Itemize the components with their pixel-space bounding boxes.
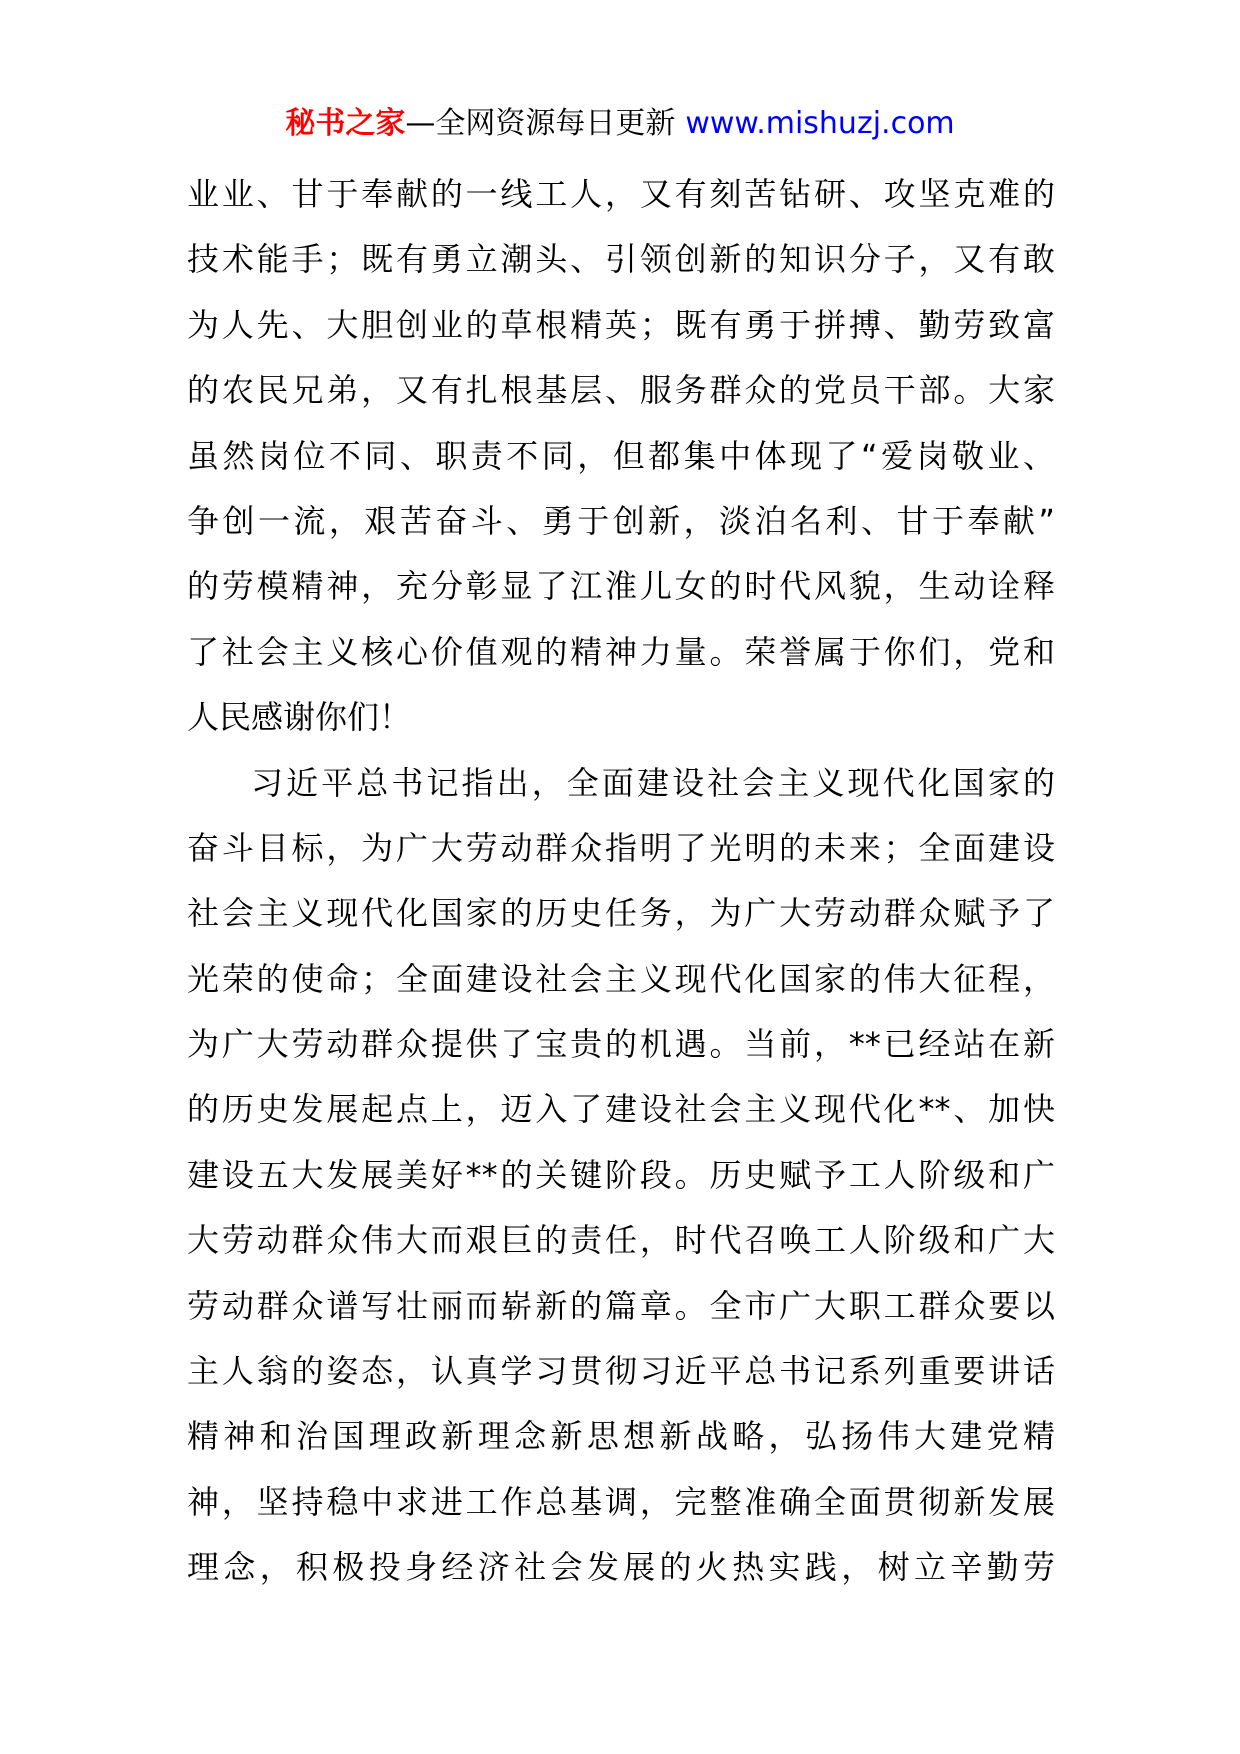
text-line: 的历史发展起点上，迈入了建设社会主义现代化**、加快 <box>187 1090 1055 1129</box>
paragraph-2 <box>187 751 1055 1601</box>
text-line: 业业、甘于奉献的一线工人，又有刻苦钻研、攻坚克难的 <box>187 175 1055 213</box>
text-line: 为人先、大胆创业的草根精英；既有勇于拼搏、勤劳致富 <box>187 305 1055 344</box>
text-line: 理念，积极投身经济社会发展的火热实践，树立辛勤劳 <box>187 1548 1055 1587</box>
text-line: 技术能手；既有勇立潮头、引领创新的知识分子，又有敢 <box>187 240 1055 279</box>
text-line: 神，坚持稳中求进工作总基调，完整准确全面贯彻新发展 <box>187 1482 1055 1521</box>
text-line: 精神和治国理政新理念新思想新战略，弘扬伟大建党精 <box>187 1417 1055 1456</box>
page-header <box>0 104 1240 144</box>
text-line: 建设五大发展美好**的关键阶段。历史赋予工人阶级和广 <box>187 1155 1055 1194</box>
header-brand: 秘书之家 <box>285 106 406 141</box>
text-line: 争创一流，艰苦奋斗、勇于创新，淡泊名利、甘于奉献” <box>187 501 1055 540</box>
text-line: 主人翁的姿态，认真学习贯彻习近平总书记系列重要讲话 <box>187 1352 1055 1391</box>
text-line: 光荣的使命；全面建设社会主义现代化国家的伟大征程， <box>187 959 1055 998</box>
text-line: 劳动群众谱写壮丽而崭新的篇章。全市广大职工群众要以 <box>187 1286 1055 1325</box>
text-line: 社会主义现代化国家的历史任务，为广大劳动群众赋予了 <box>187 894 1055 933</box>
text-line: 习近平总书记指出，全面建设社会主义现代化国家的 <box>251 763 1055 802</box>
text-line: 大劳动群众伟大而艰巨的责任，时代召唤工人阶级和广大 <box>187 1221 1055 1260</box>
text-line: 为广大劳动群众提供了宝贵的机遇。当前，**已经站在新 <box>187 1025 1055 1064</box>
text-line: 的劳模精神，充分彰显了江淮儿女的时代风貌，生动诠释 <box>187 567 1055 606</box>
text-line: 了社会主义核心价值观的精神力量。荣誉属于你们，党和 <box>187 632 1055 671</box>
text-line: 奋斗目标，为广大劳动群众指明了光明的未来；全面建设 <box>187 828 1055 867</box>
paragraph-1 <box>187 162 1055 751</box>
header-url-link[interactable]: www.mishuzj.com <box>685 106 955 141</box>
header-slogan: —全网资源每日更新 <box>405 106 676 141</box>
text-line: 虽然岗位不同、职责不同，但都集中体现了“爱岗敬业、 <box>187 436 1055 475</box>
text-line: 的农民兄弟，又有扎根基层、服务群众的党员干部。大家 <box>187 371 1055 410</box>
document-body <box>187 162 1055 1601</box>
text-line: 人民感谢你们！ <box>187 698 412 737</box>
